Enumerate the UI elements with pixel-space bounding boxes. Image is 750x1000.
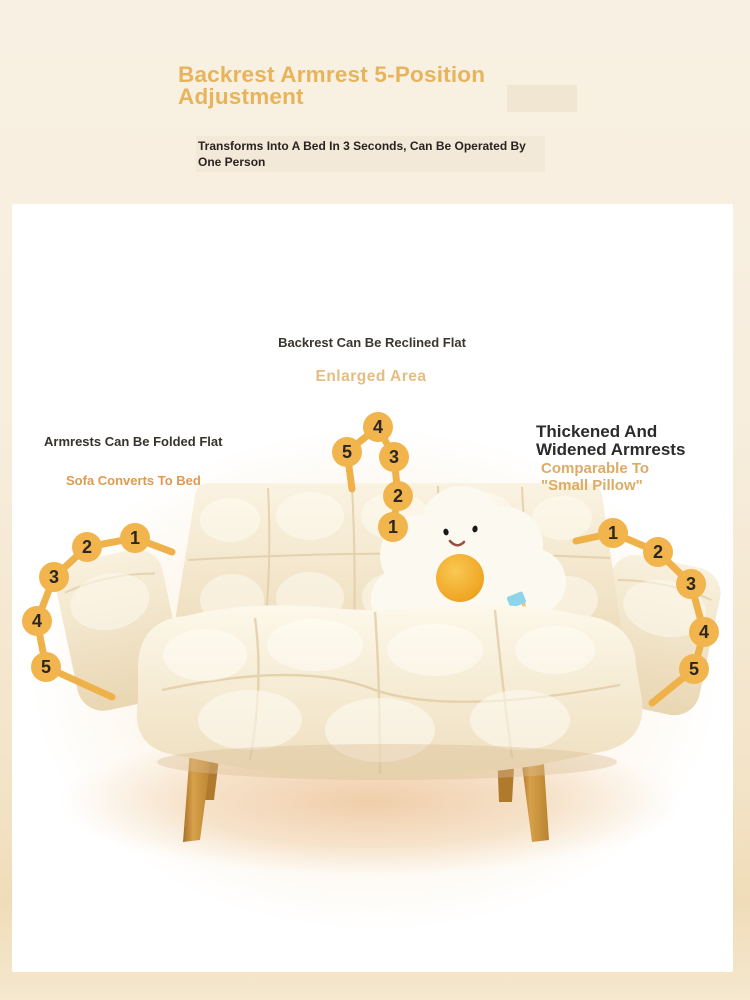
pillow-yolk [436,554,484,602]
annotation-enlarged-area: Enlarged Area [315,368,427,385]
subtitle-line1: Transforms Into A Bed In 3 Seconds, Can Be Operated By [198,139,526,153]
annotation-comparable-line2: "Small Pillow" [541,477,643,494]
marker-right-3: 3 [676,569,706,599]
annotation-sofa-converts-bed: Sofa Converts To Bed [66,473,201,488]
marker-right-4: 4 [689,617,719,647]
page-title [178,64,608,107]
marker-left-5: 5 [31,652,61,682]
marker-middle-3: 3 [379,442,409,472]
marker-right-5: 5 [679,654,709,684]
marker-right-1: 1 [598,518,628,548]
page-title-line2: Adjustment [178,83,304,109]
page-title-line1: Backrest Armrest 5-Position [178,62,486,87]
marker-middle-4: 4 [363,412,393,442]
subtitle-line2: One Person [198,155,266,169]
annotation-armrests-folded: Armrests Can Be Folded Flat [44,434,223,449]
marker-left-3: 3 [39,562,69,592]
marker-middle-5: 5 [332,437,362,467]
marker-left-1: 1 [120,523,150,553]
annotation-comparable-line1: Comparable To [541,460,650,477]
annotation-backrest-reclined: Backrest Can Be Reclined Flat [278,335,466,350]
annotation-thickened-armrests [536,423,685,459]
marker-left-2: 2 [72,532,102,562]
annotation-comparable-pillow [541,460,649,494]
marker-middle-1: 1 [378,512,408,542]
subtitle [198,138,558,170]
product-image-card [12,204,733,972]
annotation-thickened-line1: Thickened And [536,422,658,441]
marker-middle-2: 2 [383,481,413,511]
sofa-illustration [12,204,733,972]
annotation-thickened-line2: Widened Armrests [536,440,686,459]
marker-left-4: 4 [22,606,52,636]
sofa-seat [137,605,643,780]
marker-right-2: 2 [643,537,673,567]
